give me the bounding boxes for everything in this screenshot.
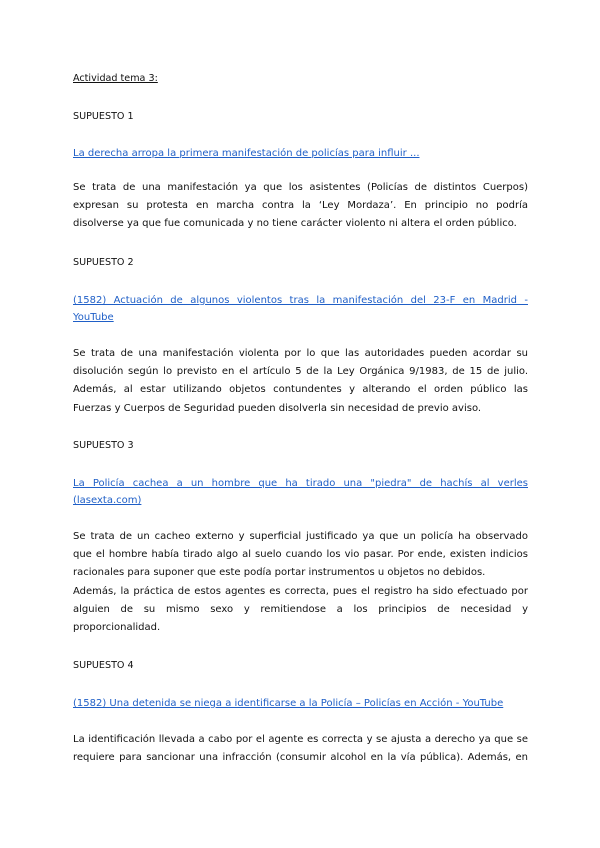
section-heading-1: SUPUESTO 1: [73, 111, 134, 122]
section-paragraph-3: [73, 528, 528, 637]
video-link-4[interactable]: (1582) Una detenida se niega a identificarse a la Policía – Policías en Acción - YouTube: [73, 698, 504, 709]
link-line[interactable]: (1582) Actuación de algunos violentos tras la manifestación del 23-F en Madrid -: [73, 295, 528, 306]
section-heading-4: SUPUESTO 4: [73, 660, 134, 671]
section-paragraph-2: [73, 345, 528, 418]
section-paragraph-4: [73, 731, 528, 767]
paragraph-line: Fuerzas y Cuerpos de Seguridad pueden disolverla sin necesidad de previo aviso.: [73, 402, 482, 414]
paragraph-line: Se trata de un cacheo externo y superficial justificado ya que un policía ha observado: [73, 531, 528, 542]
paragraph-line: Se trata de una manifestación ya que los asistentes (Policías de distintos Cuerpos): [73, 182, 528, 193]
section-paragraph-1: [73, 179, 528, 234]
video-link-1[interactable]: La derecha arropa la primera manifestación de policías para influir ...: [73, 148, 420, 159]
paragraph-line: disolución según lo previsto en el artículo 5 de la Ley Orgánica 9/1983, de 15 de julio.: [73, 366, 528, 378]
paragraph-line: La identificación llevada a cabo por el agente es correcta y se ajusta a derecho ya que se: [73, 734, 528, 745]
paragraph-line: racionales para suponer que este podía portar instrumentos u objetos no debidos.: [73, 567, 486, 579]
video-link-2[interactable]: [73, 292, 528, 326]
paragraph-line: requiere para sancionar una infracción (consumir alcohol en la vía pública). Además, en: [73, 752, 528, 764]
paragraph-line: alguien de su mismo sexo y remitiendose a los principios de necesidad y: [73, 603, 528, 615]
section-heading-2: SUPUESTO 2: [73, 257, 134, 268]
paragraph-line: Se trata de una manifestación violenta por lo que las autoridades pueden acordar su: [73, 348, 528, 359]
paragraph-line: Además, la práctica de estos agentes es correcta, pues el registro ha sido efectuado por: [73, 585, 528, 597]
link-line[interactable]: (lasexta.com): [73, 495, 142, 506]
link-line[interactable]: YouTube: [73, 312, 114, 323]
paragraph-line: proporcionalidad.: [73, 622, 161, 634]
paragraph-line: disolverse ya que fue comunicada y no tiene carácter violento ni altera el orden público.: [73, 218, 517, 230]
paragraph-line: que el hombre había tirado algo al suelo cuando los vio pasar. Por ende, existen indicios: [73, 549, 528, 561]
link-line[interactable]: La Policía cachea a un hombre que ha tirado una "piedra" de hachís al verles: [73, 478, 528, 489]
document-title: Actividad tema 3:: [73, 73, 158, 84]
news-link-3[interactable]: [73, 475, 528, 509]
paragraph-line: expresan su protesta en marcha contra la ‘Ley Mordaza’. En principio no podría: [73, 200, 528, 212]
paragraph-line: Además, al estar utilizando objetos contundentes y alterando el orden público las: [73, 384, 528, 396]
section-heading-3: SUPUESTO 3: [73, 440, 134, 451]
